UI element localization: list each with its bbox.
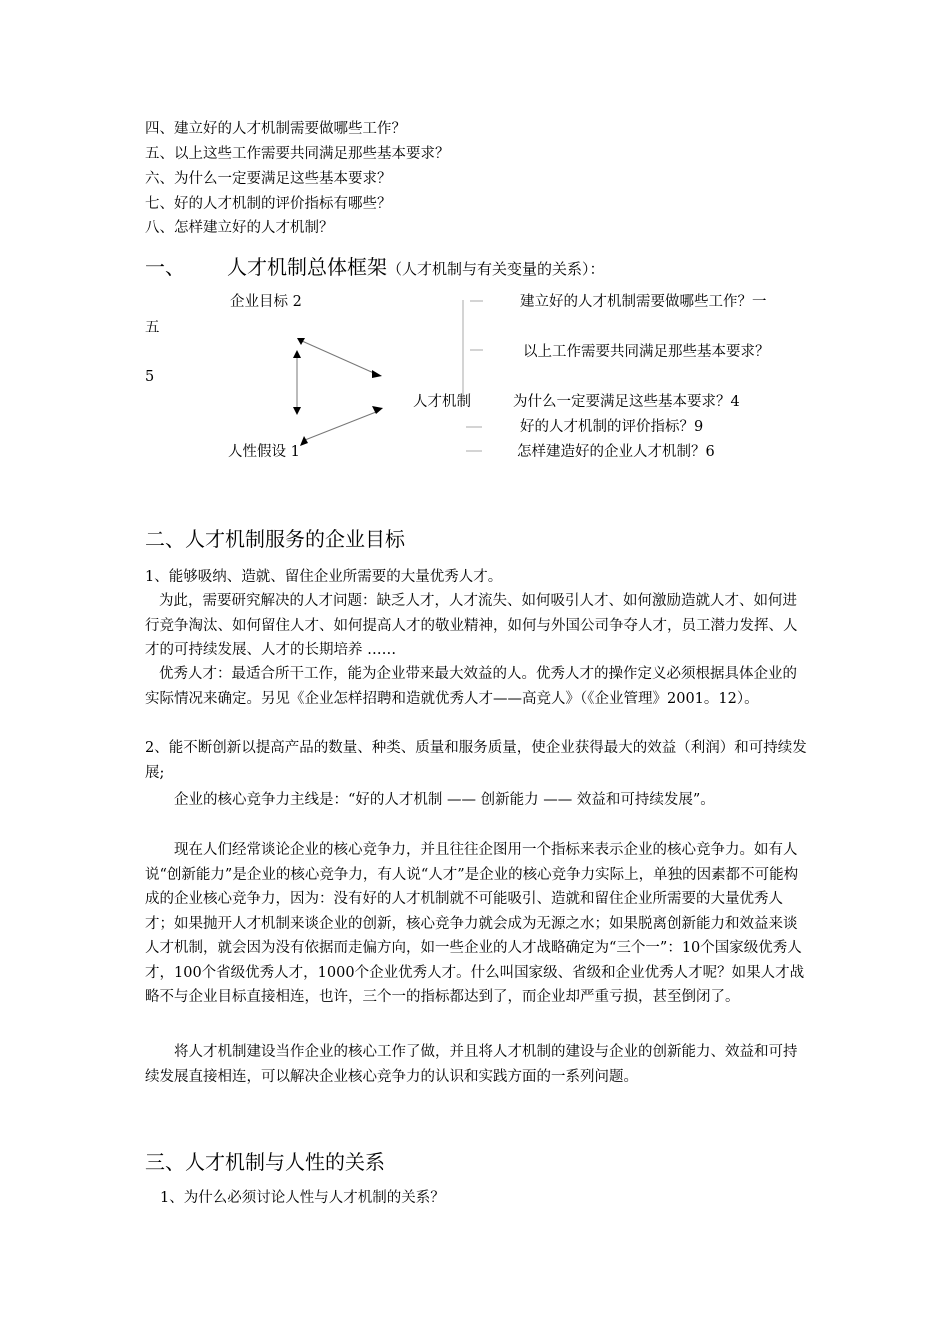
section3-question1: 1、为什么必须讨论人性与人才机制的关系？: [160, 1190, 445, 1206]
section1-subtitle: （人才机制与有关变量的关系）：: [387, 260, 605, 278]
diagram-branch-5: 怎样建造好的企业人才机制？6: [517, 444, 715, 460]
diagram-goal-label: 企业目标 2: [230, 294, 302, 310]
toc-item-5: 五、以上这些工作需要共同满足那些基本要求？: [145, 146, 450, 162]
arrowhead-up: [293, 350, 301, 358]
section2-conclusion: 将人才机制建设当作企业的核心工作了做，并且将人才机制的建设与企业的创新能力、效益和可持续发展直接相连，可以解决企业核心竞争力的认识和实践方面的一系列问题。: [145, 1044, 798, 1085]
toc-item-4: 四、建立好的人才机制需要做哪些工作？: [145, 121, 406, 137]
top-diagonal-connector: [302, 341, 376, 374]
diagram-branch-4: 好的人才机制的评价指标？9: [520, 419, 704, 435]
toc-item-7: 七、好的人才机制的评价指标有哪些？: [145, 196, 392, 212]
diagram-branch-2: 以上工作需要共同满足那些基本要求？: [523, 344, 770, 360]
toc-item-8: 八、怎样建立好的人才机制？: [145, 220, 334, 236]
arrowhead-bottom-left: [300, 436, 308, 446]
arrowhead-down: [293, 407, 301, 415]
section1-title: 人才机制总体框架: [227, 255, 387, 279]
section3-heading: 三、人才机制与人性的关系: [145, 1150, 385, 1174]
bottom-diagonal-connector: [305, 412, 376, 440]
diagram-mechanism-label: 人才机制: [413, 394, 471, 410]
section2-problems-paragraph: 为此，需要研究解决的人才问题：缺乏人才，人才流失、如何吸引人才、如何激励造就人才、如何进行竞争淘汰、如何留住人才、如何提高人才的敬业精神，如何与外国公司争夺人才，员工潜力发挥、人才的可持续发展、人才的长期培养 ……: [145, 593, 798, 658]
toc-item-6: 六、为什么一定要满足这些基本要求？: [145, 171, 392, 187]
section2-point1: 1、能够吸纳、造就、留住企业所需要的大量优秀人才。: [145, 569, 503, 585]
arrowhead-top-right: [372, 370, 382, 378]
diagram-hypothesis-label: 人性假设 1: [228, 444, 300, 460]
diagram-stray-number: 5: [145, 369, 155, 385]
section2-point2: 2、能不断创新以提高产品的数量、种类、质量和服务质量，使企业获得最大的效益（利润）和可持续发展;: [145, 740, 807, 781]
section2-heading: 二、人才机制服务的企业目标: [145, 527, 405, 551]
framework-diagram: [0, 0, 950, 480]
section2-core-mainline: 企业的核心竞争力主线是：“好的人才机制 —— 创新能力 —— 效益和可持续发展”。: [174, 792, 715, 808]
diagram-branch-3: 为什么一定要满足这些基本要求？4: [513, 394, 740, 410]
section2-talent-definition: 优秀人才：最适合所干工作，能为企业带来最大效益的人。优秀人才的操作定义必须根据具体企业的实际情况来确定。另见《企业怎样招聘和造就优秀人才——高竞人》（《企业管理》2001。12）。: [145, 666, 797, 707]
diagram-stray-five: 五: [145, 320, 160, 336]
section1-number: 一、: [145, 255, 185, 279]
section2-core-competitiveness: 现在人们经常谈论企业的核心竞争力，并且往往企图用一个指标来表示企业的核心竞争力。如有人说“创新能力”是企业的核心竞争力，有人说“人才”是企业的核心竞争力实际上，单独的因素都不可能构成的企业核心竞争力，因为：没有好的人才机制就不可能吸引、造就和留住企业所需要的大量优秀人才；如果抛开人才机制来谈企业的创新，核心竞争力就会成为无源之水；如果脱离创新能力和效益来谈人才机制，就会因为没有依据而走偏方向，如一些企业的人才战略确定为“三个一”：10个国家级优秀人才，100个省级优秀人才，1000个企业优秀人才。什么叫国家级、省级和企业优秀人才呢？如果人才战略不与企业目标直接相连，也许，三个一的指标都达到了，而企业却严重亏损，甚至倒闭了。: [145, 842, 805, 1005]
diagram-branch-1: 建立好的人才机制需要做哪些工作？一: [520, 294, 767, 310]
